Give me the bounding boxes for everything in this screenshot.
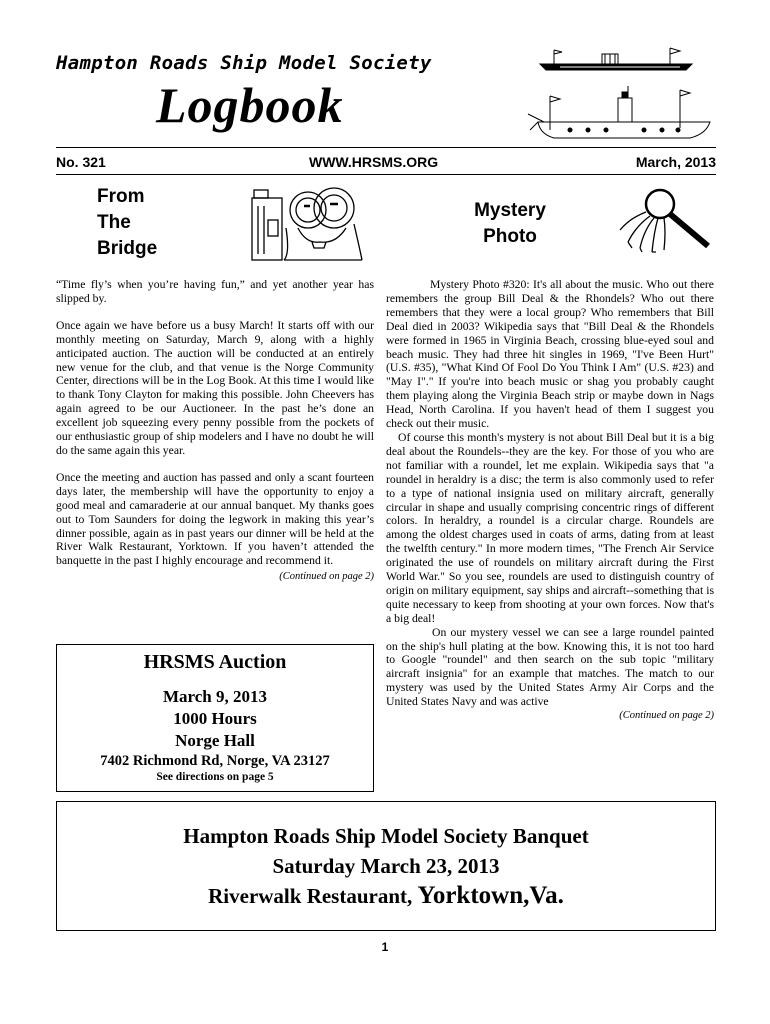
heading-word: Bridge <box>97 238 158 259</box>
from-the-bridge-article <box>56 278 374 584</box>
page-number: 1 <box>381 940 389 954</box>
article-paragraph: Once again we have before us a busy March! It starts off with our monthly meeting on Saturday, March 9, along with a highly anticipated auction. The auction will be conducted at an entirely new venue for the club, and that venue is the Norge Community Center, directions will be in the Log Book. At this time I would like to thank Tony Clayton for making this possible. John Cheevers has again agreed to be our Auctioneer. In the past he’s done an excellent job squeezing every penny possible from the pockets of our enthusiastic group of ship modelers and I have no doubt he will do the same again this year. <box>56 318 374 457</box>
banquet-venue-town: Yorktown,Va. <box>417 882 564 909</box>
newsletter-title: Logbook <box>156 77 344 133</box>
auction-note: See directions on page 5 <box>156 771 274 783</box>
magnifying-glass-icon <box>614 184 712 256</box>
auction-title: HRSMS Auction <box>143 651 287 673</box>
article-paragraph: On our mystery vessel we can see a large roundel painted on the ship's hull plating at the bow. Knowing this, it is not too hard to Google "roundel" and then search on the sub topic "military aircraft insignia" for an example that matches. The match to our mystery was used by the United States Army Air Corps and the United States Navy and was active <box>386 625 714 709</box>
heading-word: Photo <box>483 226 537 247</box>
binoculars-icon <box>250 184 366 262</box>
article-paragraph: Of course this month's mystery is not about Bill Deal but it is a big deal about the Roundels--they are the key. For those of you who are not familiar with a roundel, let me explain. Wikipedia says that "a roundel in heraldry is a disc; the term is also commonly used to refer to a type of national insignia used on military aircraft, generally circular in shape and usually comprising concentric rings of different colors. In heraldry, a roundel is a circular charge. Roundels are among the oldest charges used in coats of arms, dating from at least the twelfth century." In more modern times, "The French Air Service originated the use of roundels on military aircraft during the First World War." So you see, roundels are used to distinguish country of origin on military equipment, say ships and aircraft--something that is quite necessary to keep from shooting at your own forces. Now that's a big deal! <box>386 430 714 625</box>
website-link[interactable]: WWW.HRSMS.ORG <box>309 154 439 170</box>
masthead-rule <box>56 147 716 148</box>
issue-date: March, 2013 <box>635 154 716 170</box>
from-the-bridge-heading <box>97 184 157 262</box>
issue-number: No. 321 <box>56 154 106 170</box>
mystery-photo-article <box>386 278 714 723</box>
heading-word: From <box>97 186 145 207</box>
continued-note: (Continued on page 2) <box>279 571 374 583</box>
banquet-venue-name: Riverwalk Restaurant, <box>208 884 418 908</box>
mystery-photo-heading <box>440 198 580 250</box>
continued-note: (Continued on page 2) <box>619 710 714 722</box>
banquet-venue <box>57 882 715 910</box>
issue-bar-rule <box>56 174 716 175</box>
banquet-box <box>56 801 716 931</box>
heading-word: Mystery <box>474 200 546 221</box>
society-name: Hampton Roads Ship Model Society <box>56 52 432 74</box>
ship-illustration-icon <box>510 42 720 146</box>
heading-word: The <box>97 212 131 233</box>
auction-address: 7402 Richmond Rd, Norge, VA 23127 <box>100 753 330 769</box>
banquet-date: Saturday March 23, 2013 <box>272 854 500 878</box>
auction-time: 1000 Hours <box>173 709 257 728</box>
article-paragraph: Once the meeting and auction has passed and only a scant fourteen days later, the membership will have the opportunity to enjoy a good meal and camaraderie at our annual banquet. My thanks goes out to Tom Saunders for doing the legwork in making this year’s dinner possible, again as in past years our dinner will be held at the River Walk Restaurant, Yorktown. If you haven’t attended the banquette in the past I highly encourage and recommend it. <box>56 470 374 568</box>
banquet-title: Hampton Roads Ship Model Society Banquet <box>183 824 589 848</box>
auction-date: March 9, 2013 <box>162 687 268 706</box>
auction-place: Norge Hall <box>175 731 255 750</box>
article-paragraph: Mystery Photo #320: It's all about the music. Who out there remembers the group Bill Deal & the Rhondels? Who out there remembers that they were a local group? Who remembers that Bill Deal died in 2003? Wikipedia says that "Bill Deal & the Rhondels were formed in 1965 in Virginia Beach, crossing blue-eyed soul and beach music. They had three hit singles in 1969, "I've Been Hurt" (U.S. #35), "What Kind Of Fool Do You Think I Am" (U.S. #23) and "May I"." If you're into beach music or shag you probably caught them playing along the Virginia Beach strip or maybe down in Nags Head, North Carolina. If you haven't head of them I suggest you check out their music. <box>386 278 714 431</box>
auction-box <box>56 644 374 792</box>
article-paragraph: “Time fly’s when you’re having fun,” and yet another year has slipped by. <box>56 278 374 305</box>
